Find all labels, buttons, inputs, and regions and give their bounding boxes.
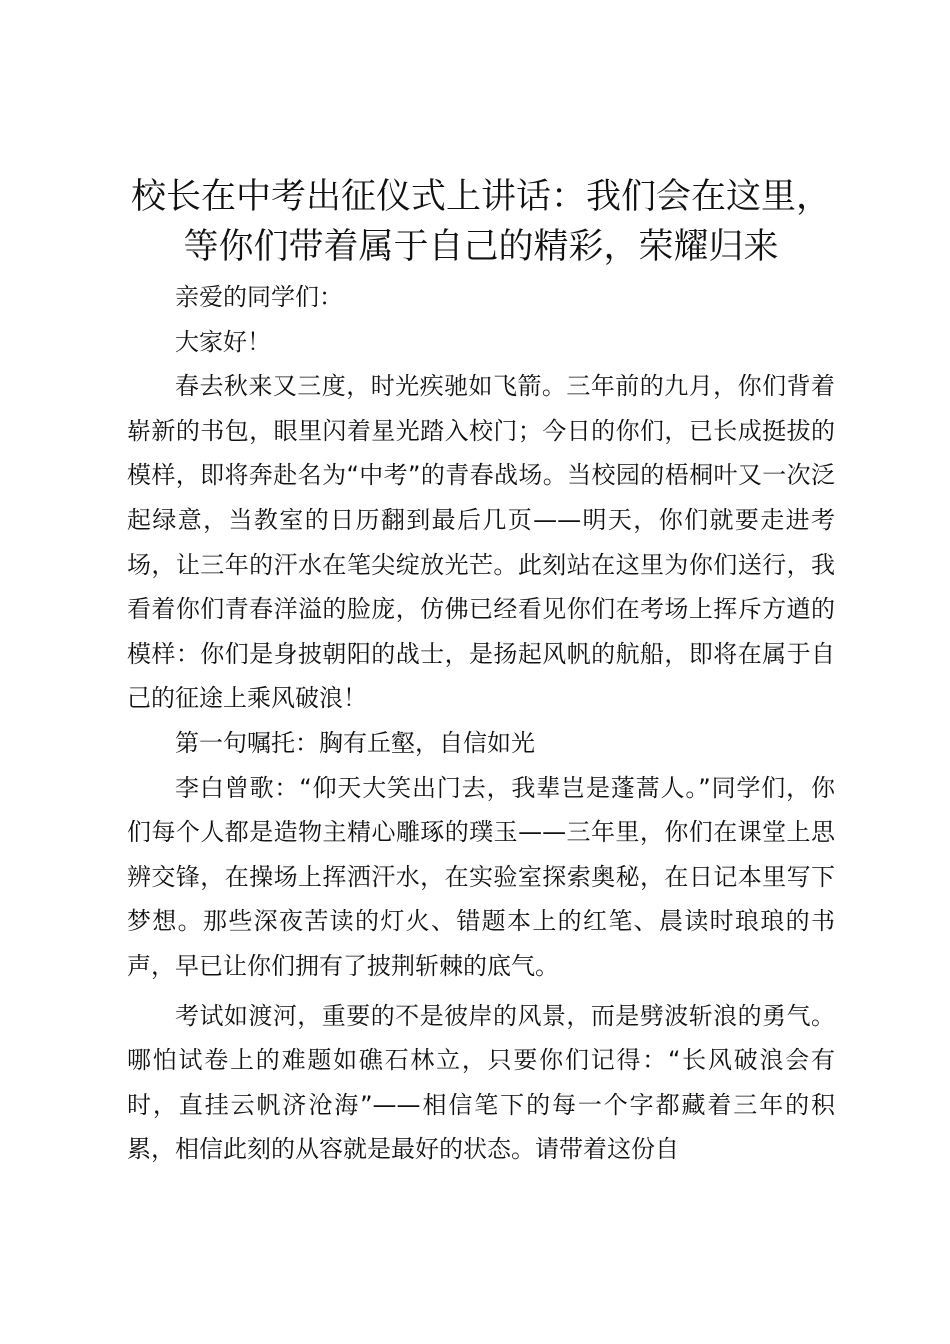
section-heading: 第一句嘱托：胸有丘壑，自信如光 <box>175 728 535 757</box>
body-paragraph: 李白曾歌：“仰天大笑出门去，我辈岂是蓬蒿人。”同学们，你们每个人都是造物主精心雕琢的璞玉——三年里，你们在课堂上思辨交锋，在操场上挥洒汗水，在实验室探索奥秘，在日记本里写下梦想。那些深夜苦读的灯火、错题本上的红笔、晨读时琅琅的书声，早已让你们拥有了披荆斩棘的底气。 <box>127 773 835 980</box>
document-body <box>127 275 835 1172</box>
title-line-1: 校长在中考出征仪式上讲话：我们会在这里， <box>130 177 831 217</box>
title-line-2: 等你们带着属于自己的精彩，荣耀归来 <box>183 227 779 267</box>
body-paragraph: 考试如渡河，重要的不是彼岸的风景，而是劈波斩浪的勇气。哪怕试卷上的难题如礁石林立，只要你们记得：“长风破浪会有时，直挂云帆济沧海”——相信笔下的每一个字都藏着三年的积累，相信此刻的从容就是最好的状态。请带着这份自 <box>127 1001 835 1164</box>
document-title <box>127 172 835 272</box>
greeting-paragraph: 亲爱的同学们： <box>175 283 343 311</box>
document-page <box>127 172 835 1172</box>
hello-paragraph: 大家好！ <box>175 327 271 356</box>
opening-paragraph: 春去秋来又三度，时光疾驰如飞箭。三年前的九月，你们背着崭新的书包，眼里闪着星光踏入校门；今日的你们，已长成挺拔的模样，即将奔赴名为“中考”的青春战场。当校园的梧桐叶又一次泛起绿意，当教室的日历翻到最后几页——明天，你们就要走进考场，让三年的汗水在笔尖绽放光芒。此刻站在这里为你们送行，我看着你们青春洋溢的脸庞，仿佛已经看见你们在考场上挥斥方遒的模样：你们是身披朝阳的战士，是扬起风帆的航船，即将在属于自己的征途上乘风破浪！ <box>127 372 835 713</box>
